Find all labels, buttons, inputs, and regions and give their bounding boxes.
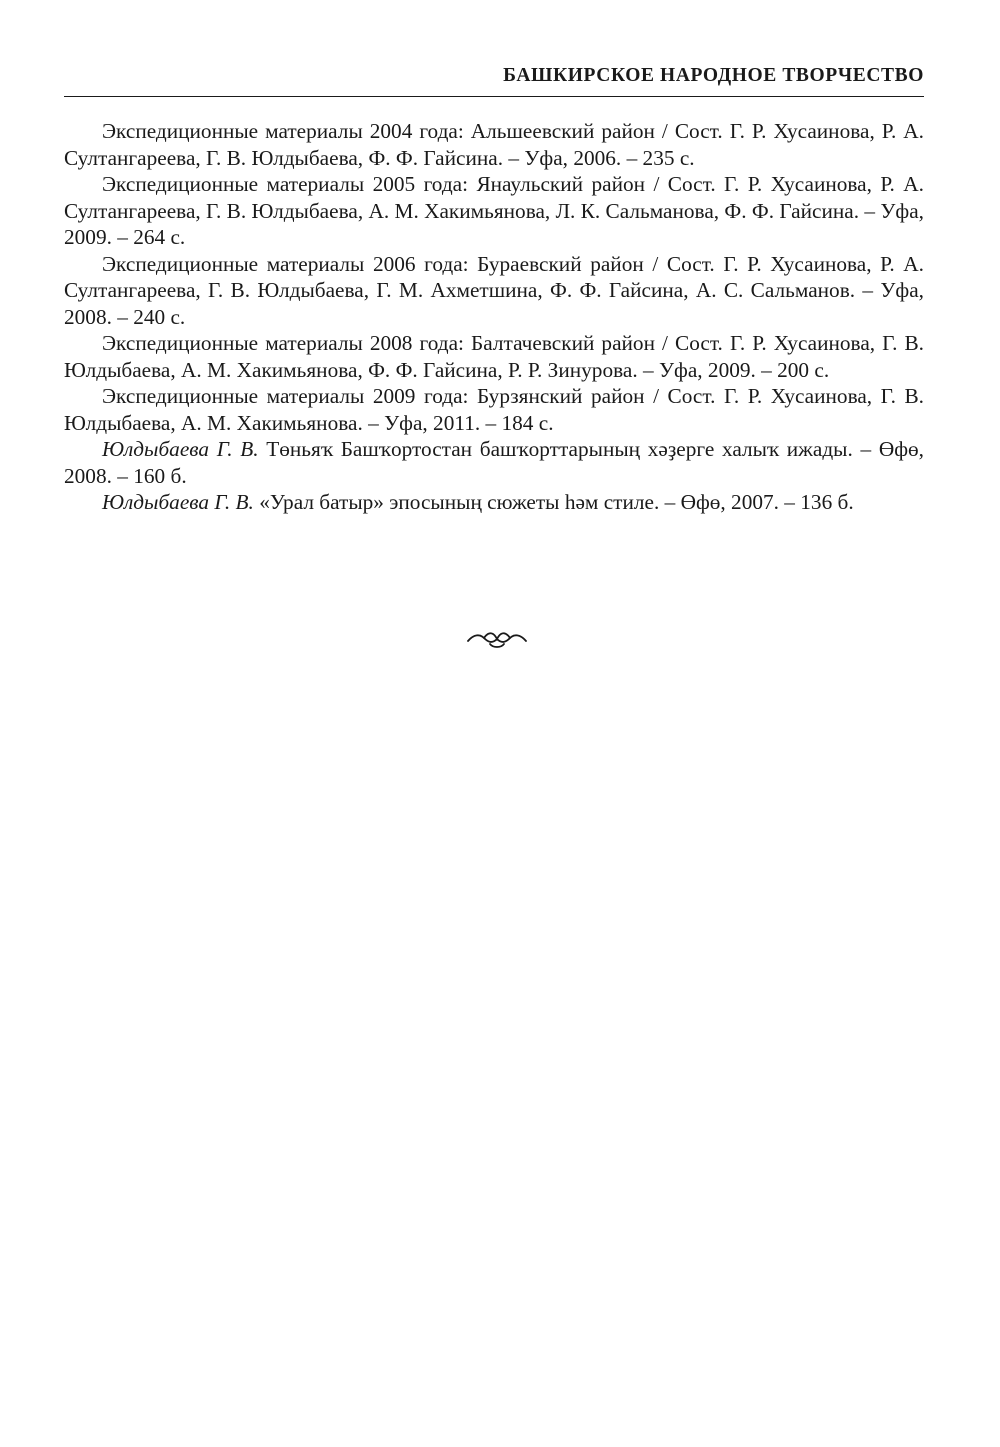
entry-author: Юлдыбаева Г. В. [102, 437, 259, 461]
bibliography-entry [64, 118, 924, 171]
entry-text: «Урал батыр» эпосының сюжеты һәм стиле. – Өфө, 2007. – 136 б. [259, 490, 854, 514]
entry-text: Экспедиционные материалы 2008 года: Балтачевский район / Сост. Г. Р. Хусаинова, Г. В. Юлдыбаева, А. М. Хакимьянова, Ф. Ф. Гайсина, Р. Р. Зинурова. – Уфа, 2009. – 200 с. [64, 331, 924, 382]
entry-text: Экспедиционные материалы 2005 года: Янаульский район / Сост. Г. Р. Хусаинова, Р. А. Султангареева, Г. В. Юлдыбаева, А. М. Хакимьянова, Л. К. Сальманова, Ф. Ф. Гайсина. – Уфа, 2009. – 264 с. [64, 172, 924, 249]
bibliography-entry [64, 251, 924, 331]
entry-text: Экспедиционные материалы 2006 года: Бураевский район / Сост. Г. Р. Хусаинова, Р. А. Султангареева, Г. В. Юлдыбаева, Г. М. Ахметшина, Ф. Ф. Гайсина, А. С. Сальманов. – Уфа, 2008. – 240 с. [64, 251, 924, 329]
entry-author: Юлдыбаева Г. В. [102, 490, 254, 514]
entry-text: Экспедиционные материалы 2004 года: Альшеевский район / Сост. Г. Р. Хусаинова, Р. А. Султангареева, Г. В. Юлдыбаева, Ф. Ф. Гайсина. – Уфа, 2006. – 235 с. [64, 119, 924, 170]
bibliography-entry [64, 489, 924, 516]
bibliography-list [64, 118, 924, 516]
entry-text: Төньяҡ Башҡортостан башҡорттарының хәҙерге халыҡ ижады. – Өфө, 2008. – 160 б. [64, 437, 924, 488]
bibliography-entry [64, 383, 924, 436]
bibliography-entry [64, 436, 924, 489]
bibliography-entry [64, 171, 924, 251]
running-title: БАШКИРСКОЕ НАРОДНОЕ ТВОРЧЕСТВО [503, 65, 924, 86]
fleuron-ornament-icon [466, 628, 528, 650]
bibliography-entry [64, 330, 924, 383]
entry-text: Экспедиционные материалы 2009 года: Бурзянский район / Сост. Г. Р. Хусаинова, Г. В. Юлдыбаева, А. М. Хакимьянова. – Уфа, 2011. – 184 с. [64, 384, 924, 435]
running-header [64, 62, 924, 97]
